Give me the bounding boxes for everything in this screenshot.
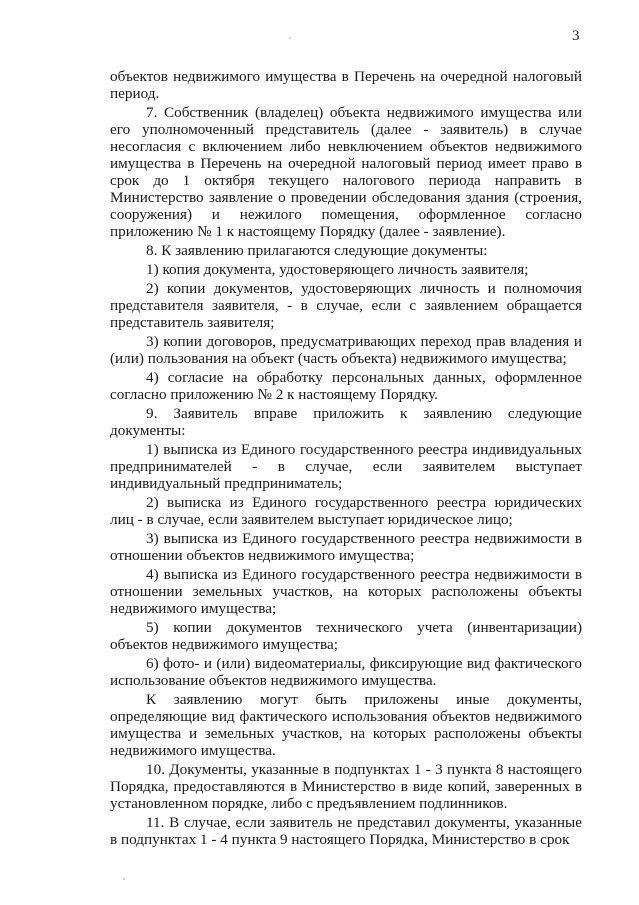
page-number: 3	[572, 28, 580, 44]
paragraph-9-sub-2: 2) выписка из Единого государственного реестра юридических лиц - в случае, если заявителем выступает юридическое лицо;	[110, 494, 582, 528]
scan-speck	[289, 37, 291, 39]
paragraph-continuation: объектов недвижимого имущества в Перечень на очередной налоговый период.	[110, 68, 582, 102]
paragraph-9-sub-4: 4) выписка из Единого государственного реестра недвижимости в отношении земельных участков, на которых расположены объекты недвижимого имущества;	[110, 566, 582, 617]
paragraph-9-other-docs: К заявлению могут быть приложены иные документы, определяющие вид фактического использования объектов недвижимого имущества и земельных участков, на которых расположены объекты недвижимого имущества.	[110, 691, 582, 759]
paragraph-9-sub-1: 1) выписка из Единого государственного реестра индивидуальных предпринимателей - в случае, если заявителем выступает индивидуальный предприниматель;	[110, 441, 582, 492]
paragraph-item-11: 11. В случае, если заявитель не представил документы, указанные в подпунктах 1 - 4 пункта 9 настоящего Порядка, Министерство в срок	[110, 814, 582, 848]
paragraph-8-sub-2: 2) копии документов, удостоверяющих личность и полномочия представителя заявителя, - в случае, если с заявлением обращается представитель заявителя;	[110, 280, 582, 331]
document-body	[110, 68, 582, 850]
paragraph-item-9: 9. Заявитель вправе приложить к заявлению следующие документы:	[110, 405, 582, 439]
paragraph-9-sub-6: 6) фото- и (или) видеоматериалы, фиксирующие вид фактического использование объектов недвижимого имущества.	[110, 655, 582, 689]
paragraph-item-8: 8. К заявлению прилагаются следующие документы:	[146, 242, 488, 259]
paragraph-8-sub-1: 1) копия документа, удостоверяющего личность заявителя;	[146, 261, 529, 278]
scan-speck	[123, 878, 125, 880]
paragraph-item-10: 10. Документы, указанные в подпунктах 1 - 3 пункта 8 настоящего Порядка, предоставляются в Министерство в виде копий, заверенных в установленном порядке, либо с предъявлением подлинников.	[110, 761, 582, 812]
paragraph-8-sub-4: 4) согласие на обработку персональных данных, оформленное согласно приложению № 2 к настоящему Порядку.	[110, 369, 582, 403]
paragraph-item-7: 7. Собственник (владелец) объекта недвижимого имущества или его уполномоченный представитель (далее - заявитель) в случае несогласия с включением либо невключением объектов недвижимого имущества в Перечень на очередной налоговый период имеет право в срок до 1 октября текущего налогового периода направить в Министерство заявление о проведении обследования здания (строения, сооружения) и нежилого помещения, оформленное согласно приложению № 1 к настоящему Порядку (далее - заявление).	[110, 104, 582, 240]
paragraph-9-sub-3: 3) выписка из Единого государственного реестра недвижимости в отношении объектов недвижимого имущества;	[110, 530, 582, 564]
paragraph-9-sub-5: 5) копии документов технического учета (инвентаризации) объектов недвижимого имущества;	[110, 619, 582, 653]
paragraph-8-sub-3: 3) копии договоров, предусматривающих переход прав владения и (или) пользования на объект (часть объекта) недвижимого имущества;	[110, 333, 582, 367]
